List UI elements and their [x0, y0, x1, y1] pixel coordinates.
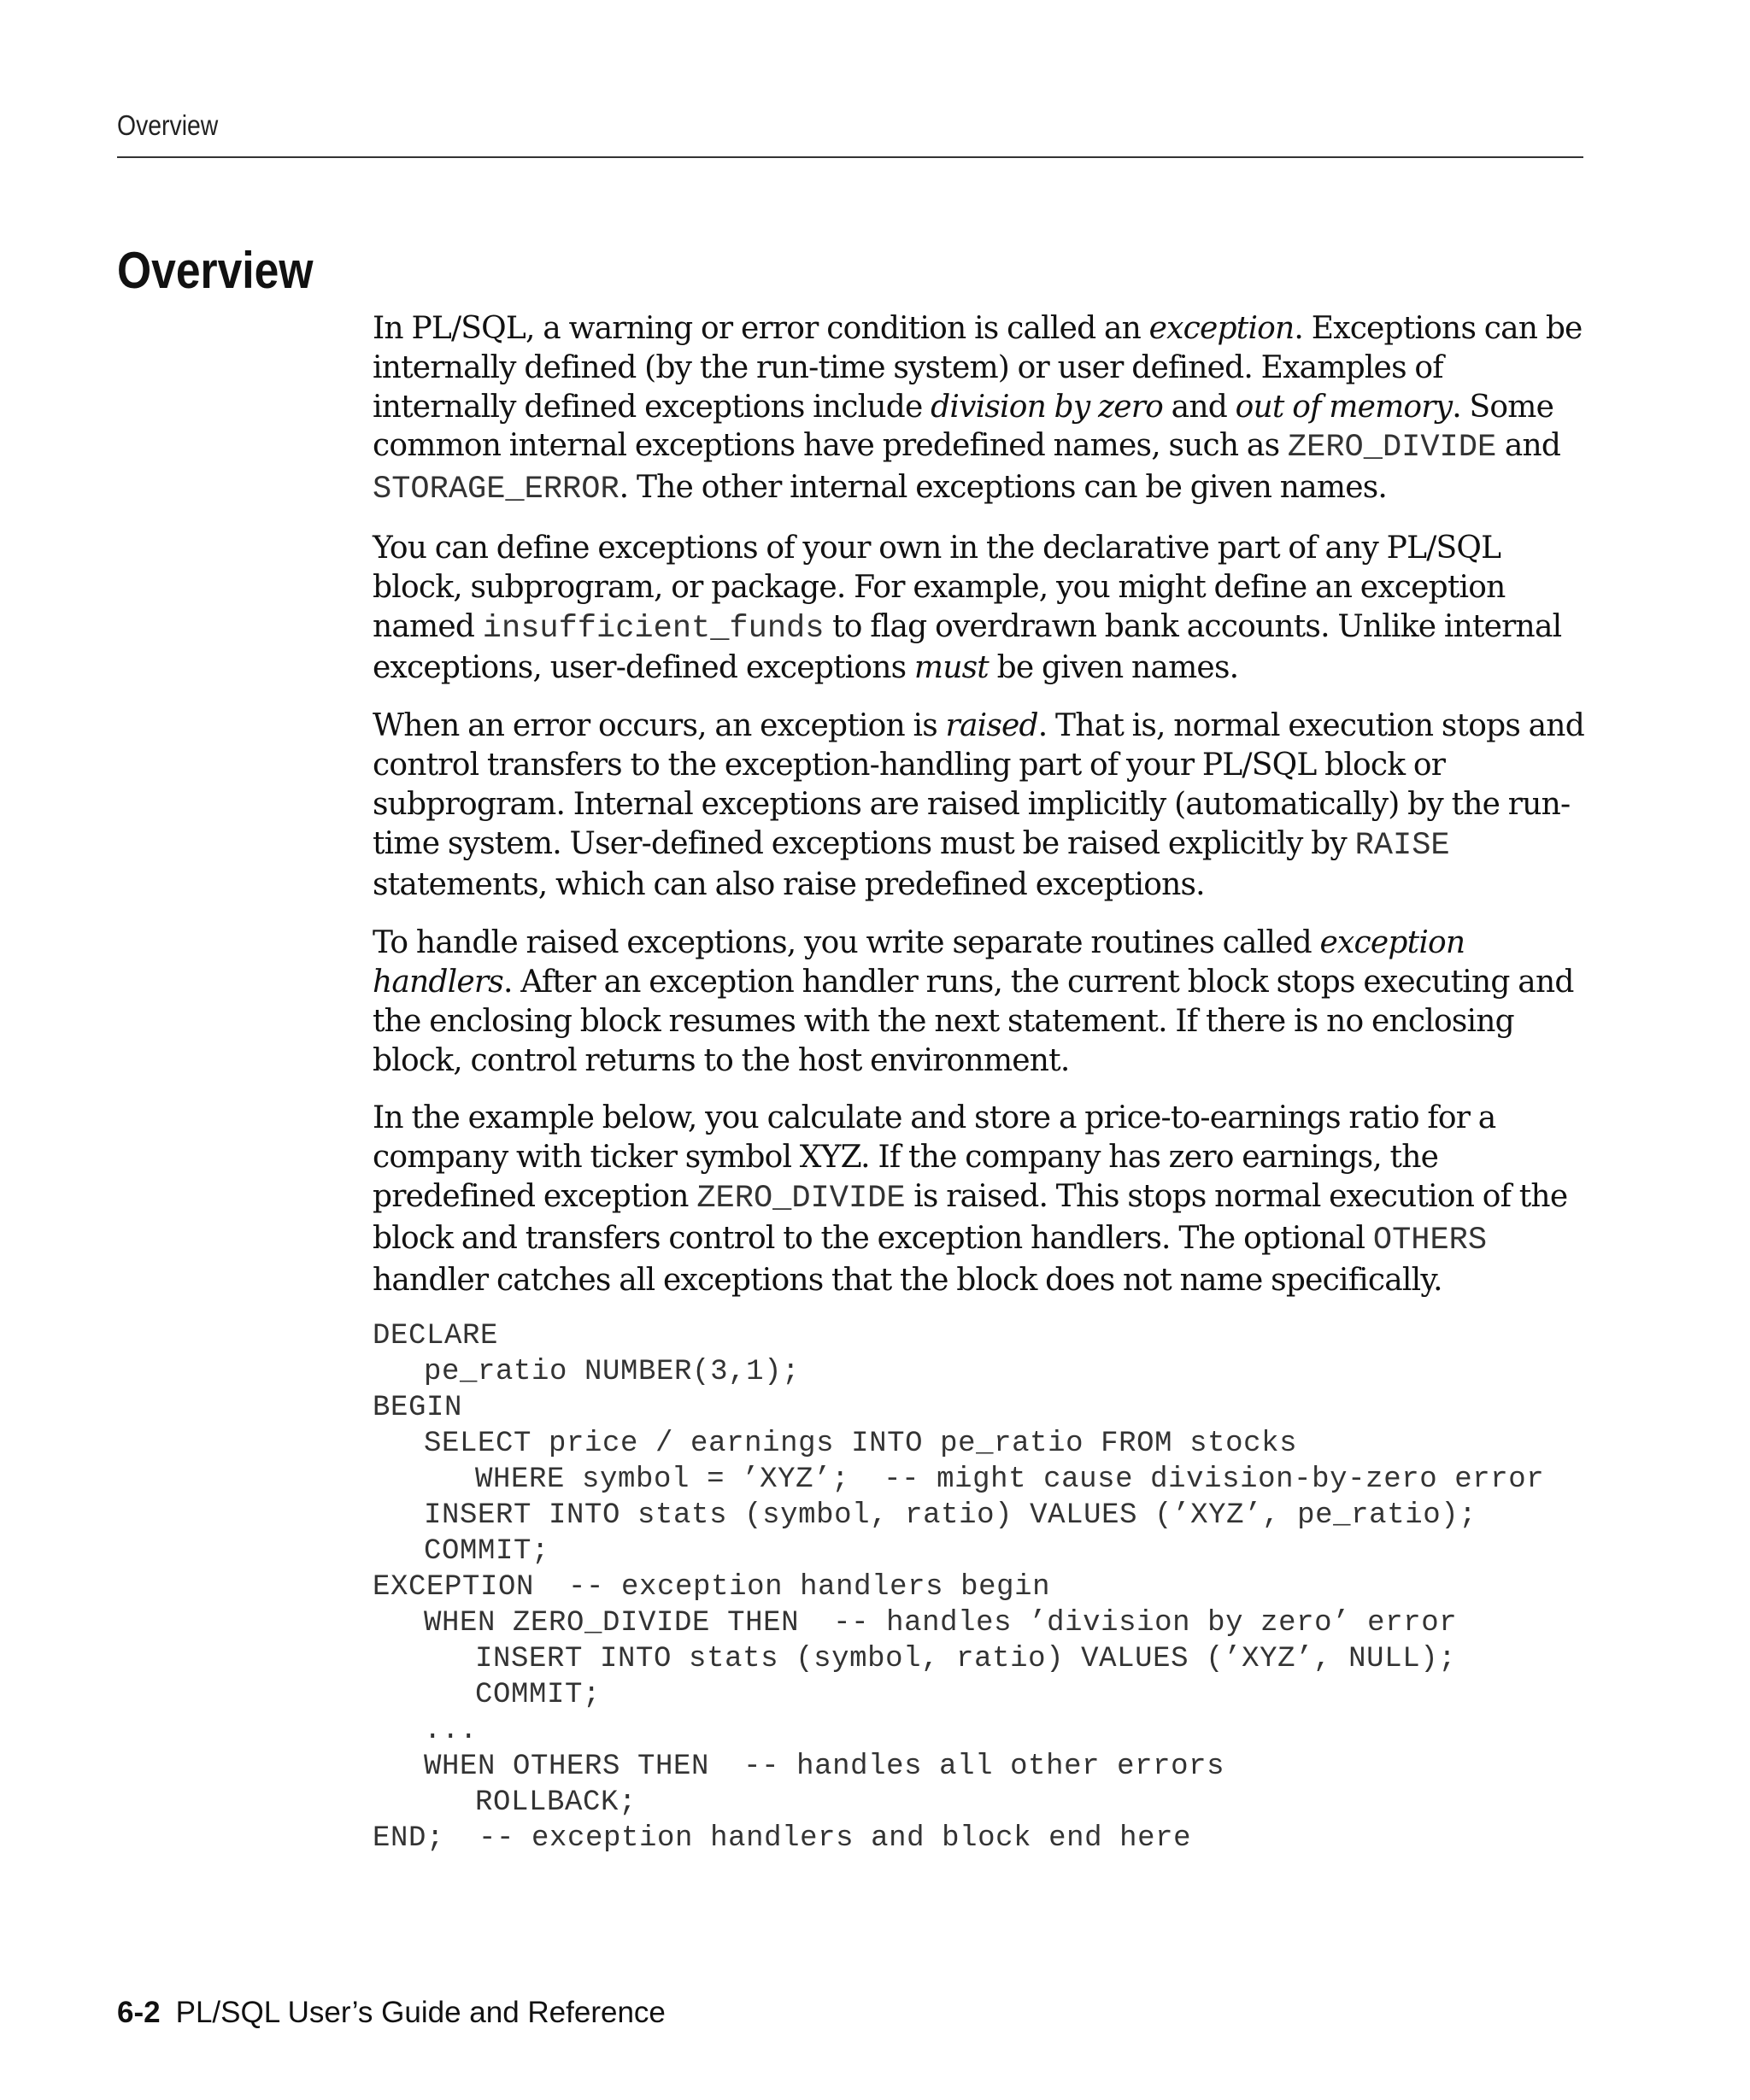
- book-title: PL/SQL User’s Guide and Reference: [175, 1996, 666, 2029]
- text-run: To handle raised exceptions, you write separate routines called: [373, 925, 1320, 961]
- inline-code: ZERO_DIVIDE: [1287, 430, 1497, 466]
- running-header: Overview: [117, 109, 219, 141]
- code-line: WHERE symbol = ’XYZ’; -- might cause division-by-zero error: [373, 1464, 1545, 1497]
- emphasis-text: exception: [1148, 311, 1295, 346]
- text-run: . The other internal exceptions can be given names.: [619, 470, 1388, 506]
- text-run: When an error occurs, an exception is: [373, 708, 946, 744]
- code-line: COMMIT;: [373, 1535, 550, 1569]
- text-run: . That is, normal execution stops and control transfers to the exception-handling part of your PL/SQL block or subprogram. Internal exceptions are raised implicitly (automatically) by the run-time system. User-defined exceptions must be raised explicitly by: [373, 708, 1584, 861]
- text-run: . Some common internal exceptions have predefined names, such as: [373, 389, 1554, 464]
- text-run: and: [1163, 389, 1236, 425]
- code-line: WHEN OTHERS THEN -- handles all other errors: [373, 1751, 1225, 1784]
- inline-code: insufficient_funds: [482, 610, 825, 647]
- header-rule: [117, 156, 1583, 158]
- emphasis-text: raised: [945, 708, 1038, 744]
- code-line: INSERT INTO stats (symbol, ratio) VALUES (’XYZ’, NULL);: [373, 1643, 1457, 1676]
- inline-code: STORAGE_ERROR: [373, 472, 620, 508]
- code-line: DECLARE: [373, 1320, 499, 1353]
- paragraphs: [373, 309, 1586, 1299]
- code-line: ROLLBACK;: [373, 1786, 637, 1820]
- text-run: You can define exceptions of your own in the declarative part of any PL/SQL block, subprogram, or package. For example, you might define an exception named: [373, 530, 1506, 644]
- inline-code: ZERO_DIVIDE: [696, 1180, 906, 1217]
- code-line: INSERT INTO stats (symbol, ratio) VALUES (’XYZ’, pe_ratio);: [373, 1499, 1477, 1533]
- text-run: and: [1496, 428, 1561, 464]
- paragraph: [373, 1099, 1586, 1299]
- inline-code: RAISE: [1354, 827, 1450, 864]
- body-text: [373, 309, 1586, 1857]
- emphasis-text: division by zero: [931, 389, 1164, 425]
- code-line: EXCEPTION -- exception handlers begin: [373, 1571, 1051, 1604]
- code-example: [373, 1318, 1586, 1857]
- text-run: handler catches all exceptions that the block does not name specifically.: [373, 1262, 1442, 1298]
- code-line: WHEN ZERO_DIVIDE THEN -- handles ’division by zero’ error: [373, 1607, 1458, 1640]
- page-number: 6-2: [117, 1996, 161, 2029]
- code-line: pe_ratio NUMBER(3,1);: [373, 1356, 801, 1389]
- paragraph: [373, 707, 1586, 905]
- text-run: is raised. This stops normal execution of the block and transfers control to the exception handlers. The optional: [373, 1178, 1568, 1256]
- code-line: BEGIN: [373, 1392, 463, 1425]
- text-run: to flag overdrawn bank accounts. Unlike internal exceptions, user-defined exceptions: [373, 608, 1562, 686]
- code-line: SELECT price / earnings INTO pe_ratio FROM stocks: [373, 1428, 1298, 1461]
- code-line: COMMIT;: [373, 1679, 602, 1712]
- paragraph: [373, 309, 1586, 510]
- text-run: In PL/SQL, a warning or error condition is called an: [373, 311, 1149, 346]
- emphasis-text: must: [913, 650, 989, 686]
- code-line: ...: [373, 1715, 479, 1748]
- code-line: END; -- exception handlers and block end here: [373, 1822, 1192, 1856]
- inline-code: OTHERS: [1372, 1222, 1488, 1258]
- text-run: be given names.: [988, 650, 1239, 686]
- text-run: . After an exception handler runs, the current block stops executing and the enclosing block resumes with the next statement. If there is no enclosing block, control returns to the host environment.: [373, 964, 1574, 1078]
- emphasis-text: out of memory: [1235, 389, 1453, 425]
- page-footer: [117, 1996, 666, 2030]
- paragraph: [373, 529, 1586, 688]
- text-run: statements, which can also raise predefined exceptions.: [373, 867, 1205, 903]
- text-run: In the example below, you calculate and store a price-to-earnings ratio for a company with ticker symbol XYZ. If the company has zero earnings, the predefined exception: [373, 1100, 1496, 1214]
- text-run: . Exceptions can be internally defined (by the run-time system) or user defined. Examples of internally defined exceptions include: [373, 311, 1583, 425]
- emphasis-text: exception handlers: [373, 925, 1465, 1000]
- paragraph: [373, 924, 1586, 1080]
- section-title: Overview: [117, 242, 314, 299]
